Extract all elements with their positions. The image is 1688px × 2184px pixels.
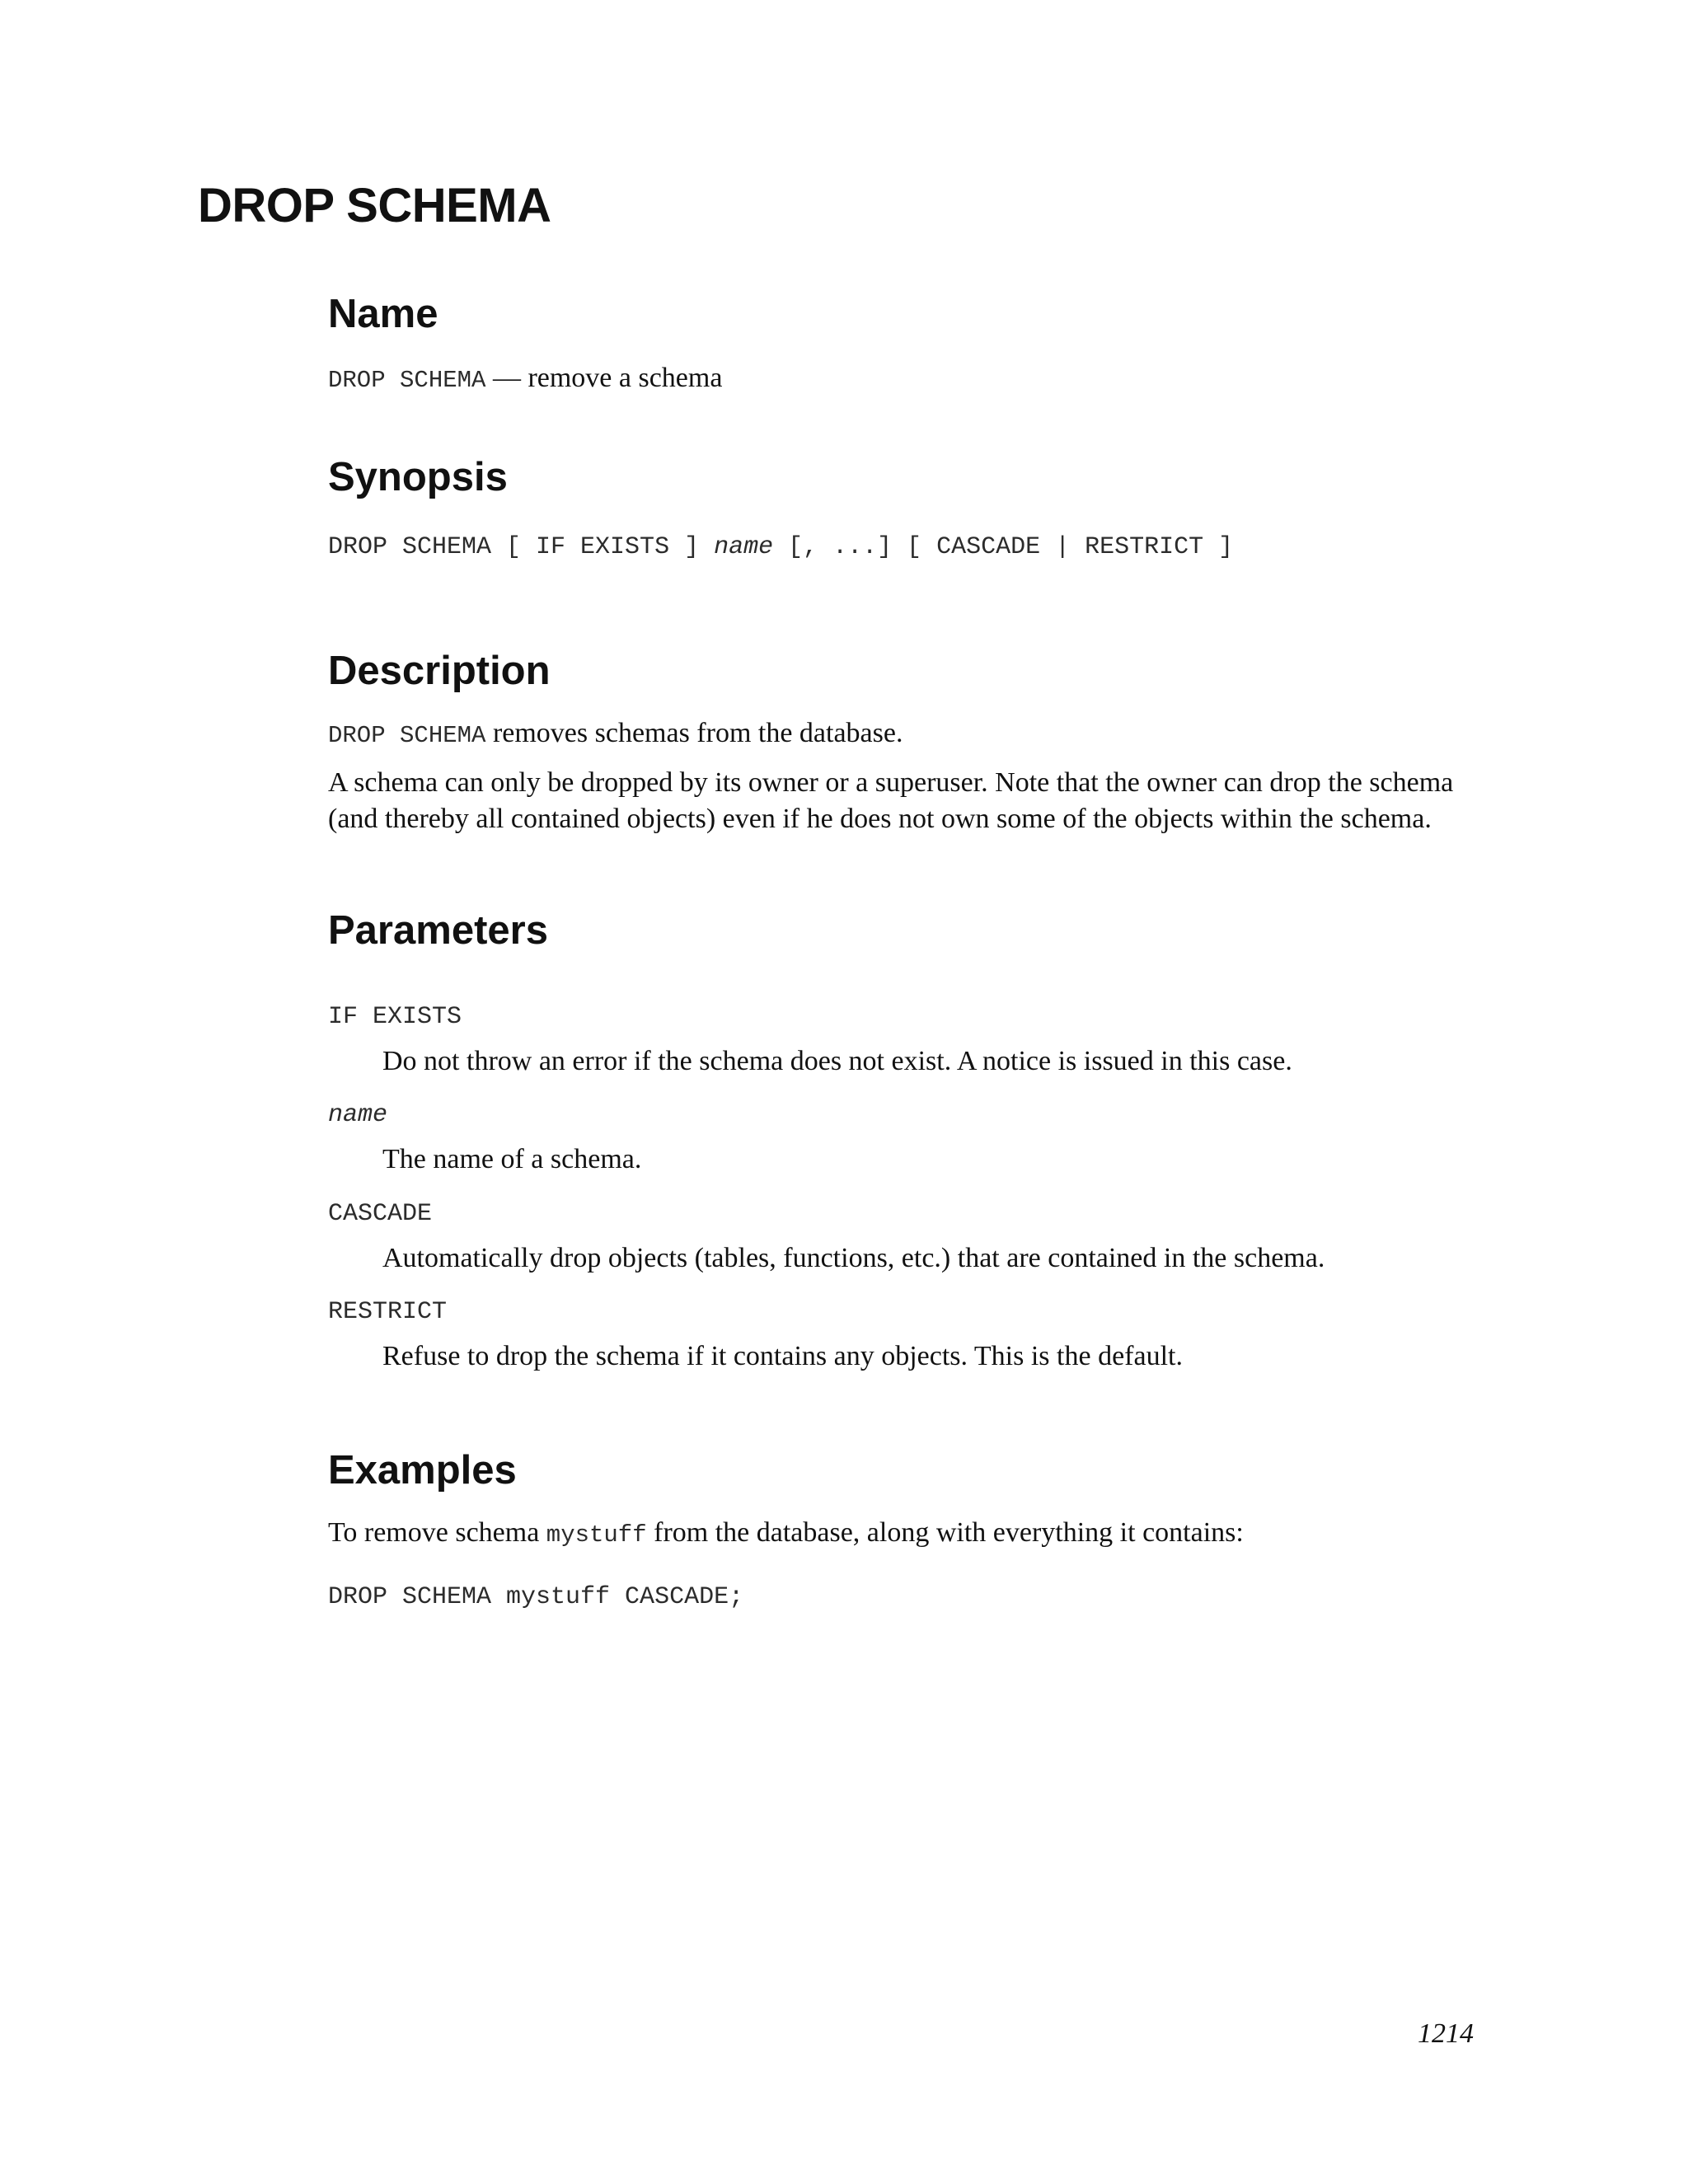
name-summary: — remove a schema bbox=[492, 363, 723, 393]
description-line-text: removes schemas from the database. bbox=[485, 718, 903, 748]
name-command: DROP SCHEMA bbox=[328, 367, 486, 394]
param-def-cascade: Automatically drop objects (tables, functions, etc.) that are contained in the schema. bbox=[382, 1243, 1325, 1273]
examples-heading: Examples bbox=[328, 1448, 517, 1493]
param-def-restrict: Refuse to drop the schema if it contains any objects. This is the default. bbox=[382, 1341, 1183, 1371]
page-number: 1214 bbox=[1418, 2018, 1474, 2049]
param-term-name: name bbox=[328, 1101, 388, 1129]
synopsis-code-suffix: [, ...] [ CASCADE | RESTRICT ] bbox=[773, 533, 1234, 561]
examples-intro-before: To remove schema bbox=[328, 1517, 546, 1548]
example-code: DROP SCHEMA mystuff CASCADE; bbox=[328, 1583, 744, 1611]
description-line bbox=[328, 715, 903, 754]
synopsis-name-placeholder: name bbox=[714, 533, 774, 561]
name-line bbox=[328, 360, 722, 399]
synopsis-heading: Synopsis bbox=[328, 455, 508, 499]
param-term-if-exists: IF EXISTS bbox=[328, 1003, 462, 1031]
description-paragraph: A schema can only be dropped by its owner or a superuser. Note that the owner can drop the schema (and thereby all contained objects) even if he does not own some of the objects within the schema. bbox=[328, 767, 1454, 834]
synopsis-code-prefix: DROP SCHEMA [ IF EXISTS ] bbox=[328, 533, 715, 561]
page-title: DROP SCHEMA bbox=[198, 179, 551, 232]
examples-intro bbox=[328, 1515, 1244, 1554]
name-heading: Name bbox=[328, 292, 438, 336]
param-term-cascade: CASCADE bbox=[328, 1200, 433, 1228]
examples-intro-code: mystuff bbox=[546, 1521, 647, 1549]
param-def-if-exists: Do not throw an error if the schema does not exist. A notice is issued in this case. bbox=[382, 1046, 1292, 1076]
description-command: DROP SCHEMA bbox=[328, 722, 486, 749]
param-term-restrict: RESTRICT bbox=[328, 1298, 448, 1326]
synopsis-code bbox=[328, 532, 1233, 562]
examples-intro-after: from the database, along with everything it contains: bbox=[646, 1517, 1244, 1548]
parameters-heading: Parameters bbox=[328, 908, 548, 953]
param-def-name: The name of a schema. bbox=[382, 1144, 642, 1174]
description-heading: Description bbox=[328, 649, 551, 693]
